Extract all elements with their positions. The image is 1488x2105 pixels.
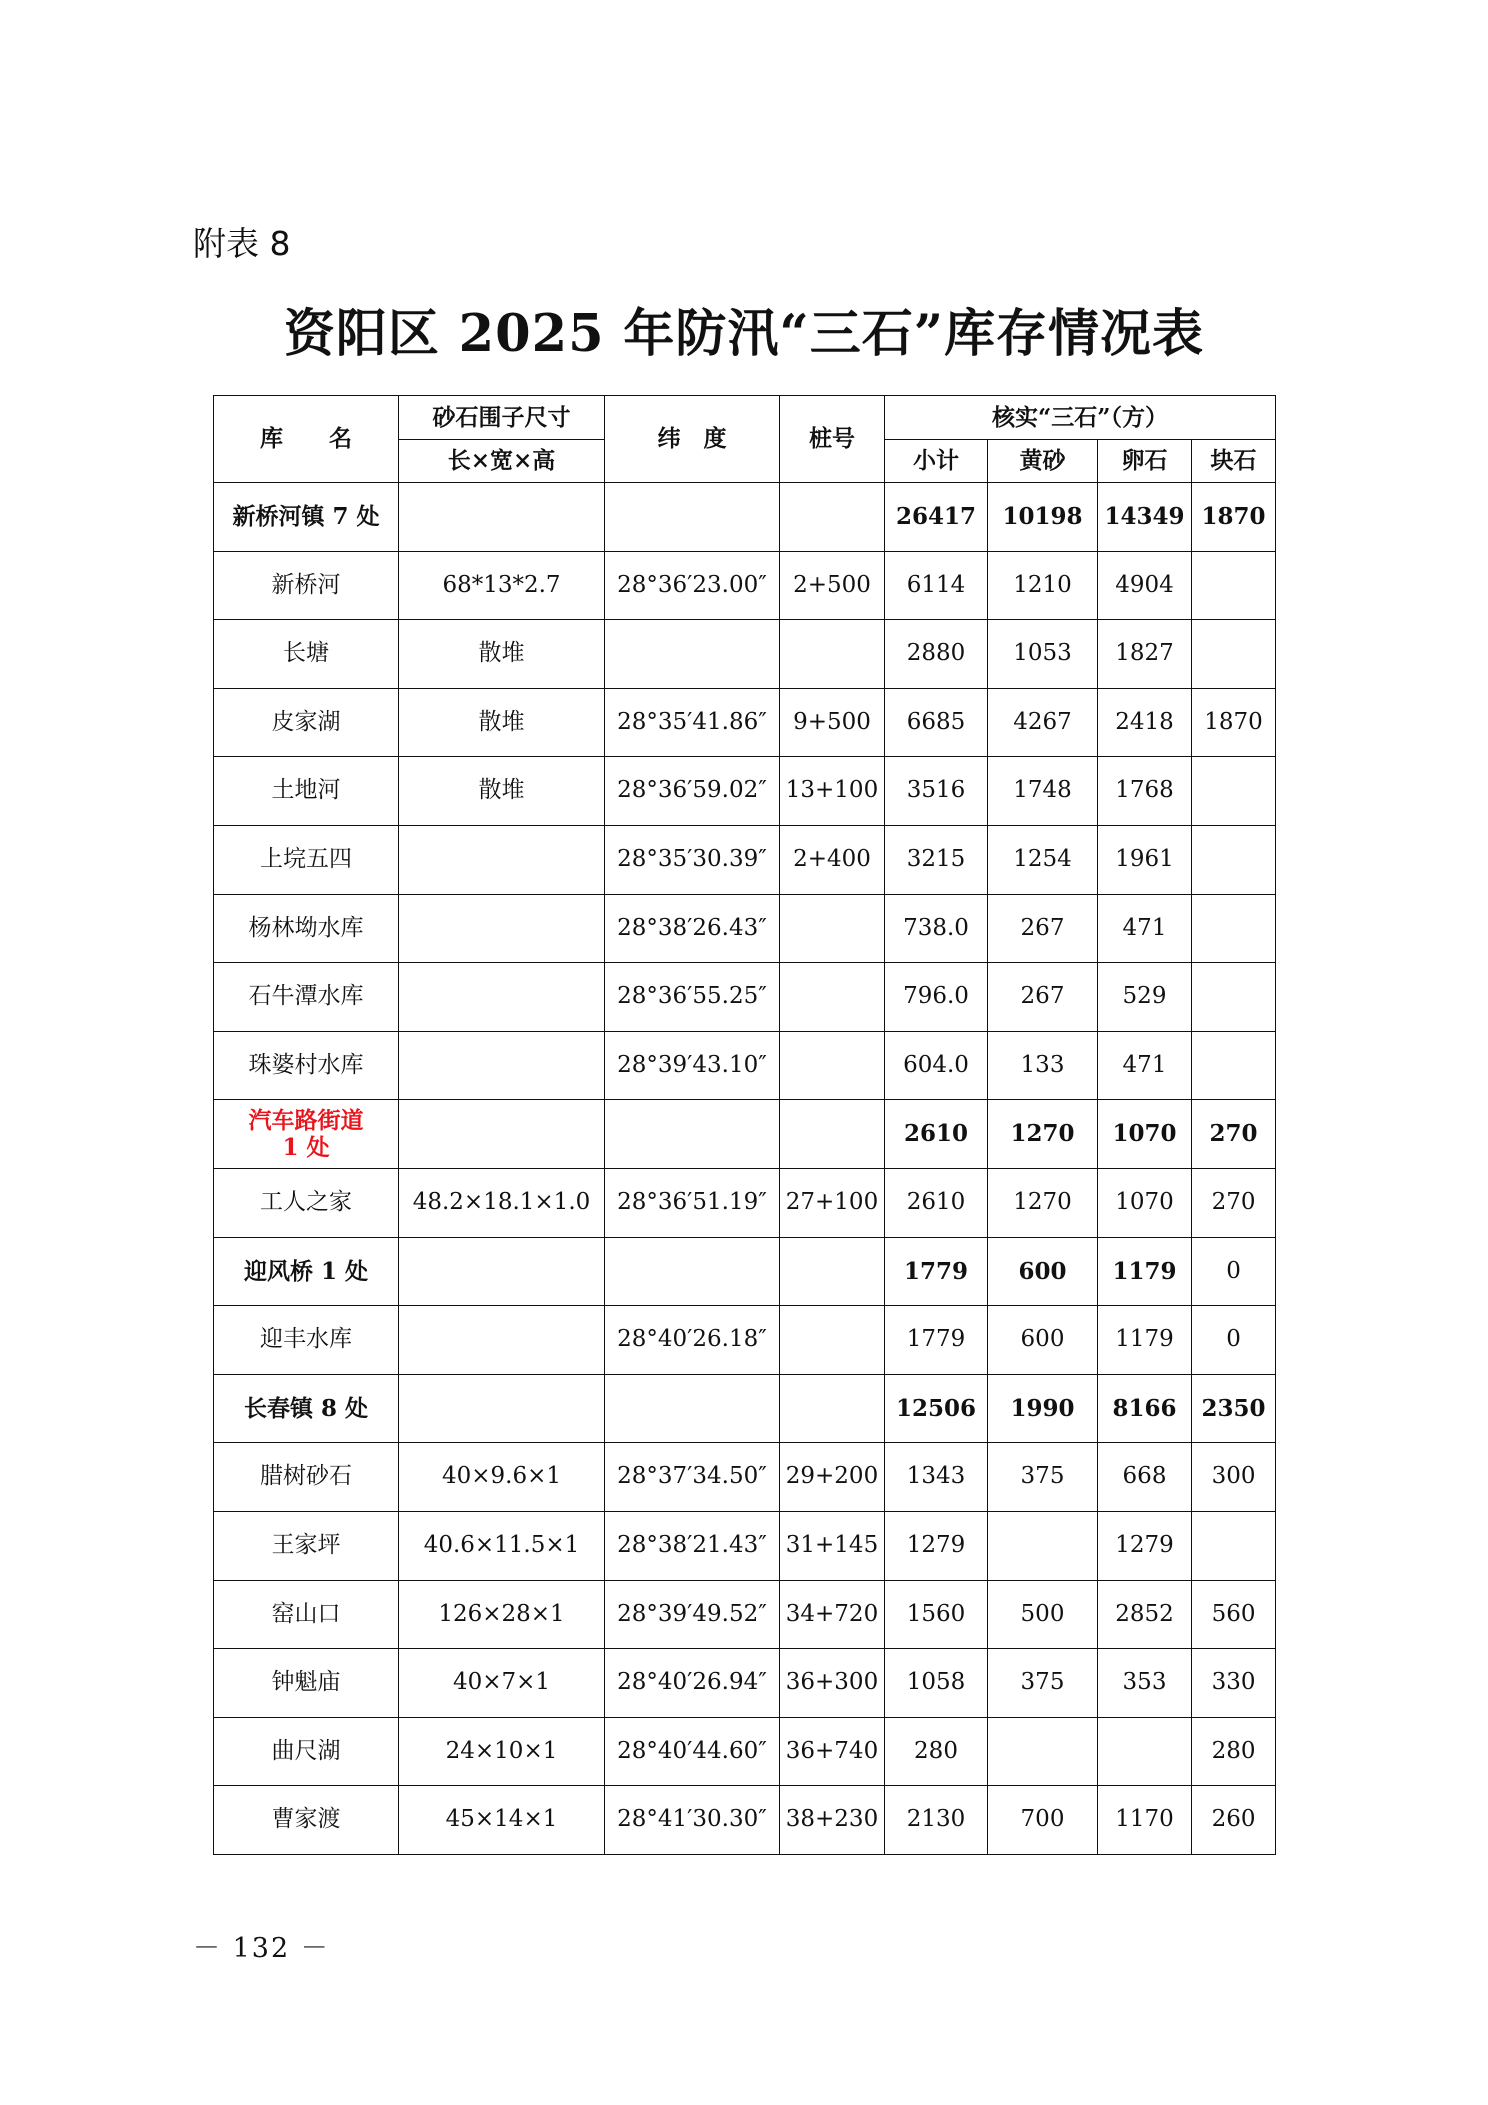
cell-size xyxy=(399,963,605,1032)
header-block-stone: 块石 xyxy=(1192,440,1276,483)
table-body xyxy=(214,483,1276,1855)
cell-latitude: 28°36′55.25″ xyxy=(605,963,780,1032)
cell-yellow-sand xyxy=(988,1717,1098,1786)
cell-block-stone xyxy=(1192,963,1276,1032)
cell-yellow-sand: 4267 xyxy=(988,688,1098,757)
summary-row xyxy=(214,483,1276,552)
cell-subtotal: 1779 xyxy=(885,1237,988,1306)
cell-subtotal: 1279 xyxy=(885,1511,988,1580)
cell-size xyxy=(399,483,605,552)
cell-subtotal: 604.0 xyxy=(885,1031,988,1100)
cell-subtotal: 796.0 xyxy=(885,963,988,1032)
cell-yellow-sand: 700 xyxy=(988,1786,1098,1855)
cell-subtotal: 6685 xyxy=(885,688,988,757)
cell-size xyxy=(399,1374,605,1443)
cell-pebble: 1070 xyxy=(1098,1100,1192,1169)
header-pile-number: 桩号 xyxy=(780,396,885,483)
cell-yellow-sand: 267 xyxy=(988,963,1098,1032)
cell-name: 土地河 xyxy=(214,757,399,826)
cell-pile-number xyxy=(780,1100,885,1169)
cell-pile-number xyxy=(780,483,885,552)
cell-pebble: 353 xyxy=(1098,1649,1192,1718)
cell-name: 迎丰水库 xyxy=(214,1306,399,1375)
cell-pile-number: 29+200 xyxy=(780,1443,885,1512)
cell-name: 王家坪 xyxy=(214,1511,399,1580)
cell-pile-number: 36+740 xyxy=(780,1717,885,1786)
cell-size: 散堆 xyxy=(399,620,605,689)
cell-latitude: 28°38′26.43″ xyxy=(605,894,780,963)
cell-name: 上垸五四 xyxy=(214,825,399,894)
cell-subtotal: 12506 xyxy=(885,1374,988,1443)
cell-block-stone xyxy=(1192,551,1276,620)
cell-pile-number: 36+300 xyxy=(780,1649,885,1718)
cell-yellow-sand: 267 xyxy=(988,894,1098,963)
header-dimensions: 长×宽×高 xyxy=(399,440,605,483)
cell-pile-number xyxy=(780,1374,885,1443)
cell-pebble: 1961 xyxy=(1098,825,1192,894)
table-row xyxy=(214,551,1276,620)
header-yellow-sand: 黄砂 xyxy=(988,440,1098,483)
cell-block-stone: 330 xyxy=(1192,1649,1276,1718)
header-pebble: 卵石 xyxy=(1098,440,1192,483)
cell-pile-number: 2+400 xyxy=(780,825,885,894)
cell-size xyxy=(399,1237,605,1306)
cell-pile-number: 2+500 xyxy=(780,551,885,620)
cell-pebble: 4904 xyxy=(1098,551,1192,620)
cell-latitude: 28°37′34.50″ xyxy=(605,1443,780,1512)
table-row xyxy=(214,1786,1276,1855)
cell-yellow-sand: 1254 xyxy=(988,825,1098,894)
cell-subtotal: 738.0 xyxy=(885,894,988,963)
cell-latitude xyxy=(605,620,780,689)
cell-size: 40×7×1 xyxy=(399,1649,605,1718)
cell-yellow-sand: 600 xyxy=(988,1237,1098,1306)
cell-pile-number xyxy=(780,963,885,1032)
cell-pebble: 1070 xyxy=(1098,1168,1192,1237)
cell-block-stone: 280 xyxy=(1192,1717,1276,1786)
cell-name: 汽车路街道 1 处 xyxy=(214,1100,399,1169)
cell-pile-number: 9+500 xyxy=(780,688,885,757)
cell-size: 散堆 xyxy=(399,757,605,826)
cell-latitude xyxy=(605,1237,780,1306)
cell-latitude: 28°36′51.19″ xyxy=(605,1168,780,1237)
cell-latitude xyxy=(605,1100,780,1169)
cell-size: 散堆 xyxy=(399,688,605,757)
cell-subtotal: 1343 xyxy=(885,1443,988,1512)
document-title: 资阳区 2025 年防汛“三石”库存情况表 xyxy=(283,304,1205,364)
table-row xyxy=(214,688,1276,757)
cell-latitude: 28°40′44.60″ xyxy=(605,1717,780,1786)
cell-subtotal: 2610 xyxy=(885,1100,988,1169)
header-subtotal: 小计 xyxy=(885,440,988,483)
cell-name: 杨林坳水库 xyxy=(214,894,399,963)
cell-pile-number: 27+100 xyxy=(780,1168,885,1237)
cell-latitude: 28°41′30.30″ xyxy=(605,1786,780,1855)
cell-pebble: 1279 xyxy=(1098,1511,1192,1580)
table-row xyxy=(214,1168,1276,1237)
cell-pile-number xyxy=(780,620,885,689)
cell-block-stone: 0 xyxy=(1192,1306,1276,1375)
cell-name: 新桥河镇 7 处 xyxy=(214,483,399,552)
cell-name: 曲尺湖 xyxy=(214,1717,399,1786)
cell-pile-number xyxy=(780,894,885,963)
cell-yellow-sand: 375 xyxy=(988,1443,1098,1512)
cell-latitude: 28°39′49.52″ xyxy=(605,1580,780,1649)
cell-latitude: 28°40′26.94″ xyxy=(605,1649,780,1718)
header-latitude: 纬 度 xyxy=(605,396,780,483)
cell-pebble: 1179 xyxy=(1098,1306,1192,1375)
cell-block-stone xyxy=(1192,894,1276,963)
cell-subtotal: 6114 xyxy=(885,551,988,620)
cell-name: 长春镇 8 处 xyxy=(214,1374,399,1443)
cell-size: 40.6×11.5×1 xyxy=(399,1511,605,1580)
cell-subtotal: 1779 xyxy=(885,1306,988,1375)
cell-latitude: 28°36′59.02″ xyxy=(605,757,780,826)
cell-subtotal: 3516 xyxy=(885,757,988,826)
cell-yellow-sand: 1053 xyxy=(988,620,1098,689)
cell-pebble: 1170 xyxy=(1098,1786,1192,1855)
summary-row xyxy=(214,1237,1276,1306)
cell-name: 新桥河 xyxy=(214,551,399,620)
cell-size: 48.2×18.1×1.0 xyxy=(399,1168,605,1237)
cell-size xyxy=(399,1100,605,1169)
cell-name: 迎风桥 1 处 xyxy=(214,1237,399,1306)
cell-pile-number xyxy=(780,1031,885,1100)
cell-size xyxy=(399,1306,605,1375)
cell-block-stone: 270 xyxy=(1192,1168,1276,1237)
cell-size: 68*13*2.7 xyxy=(399,551,605,620)
cell-subtotal: 2610 xyxy=(885,1168,988,1237)
table-row xyxy=(214,1649,1276,1718)
cell-latitude xyxy=(605,483,780,552)
cell-latitude: 28°39′43.10″ xyxy=(605,1031,780,1100)
cell-name: 长塘 xyxy=(214,620,399,689)
table-row xyxy=(214,757,1276,826)
cell-subtotal: 26417 xyxy=(885,483,988,552)
cell-yellow-sand: 600 xyxy=(988,1306,1098,1375)
cell-latitude: 28°36′23.00″ xyxy=(605,551,780,620)
cell-block-stone: 270 xyxy=(1192,1100,1276,1169)
table-row xyxy=(214,894,1276,963)
cell-latitude xyxy=(605,1374,780,1443)
cell-yellow-sand: 1990 xyxy=(988,1374,1098,1443)
cell-block-stone: 0 xyxy=(1192,1237,1276,1306)
cell-name: 皮家湖 xyxy=(214,688,399,757)
cell-pebble: 2418 xyxy=(1098,688,1192,757)
cell-name: 珠婆村水库 xyxy=(214,1031,399,1100)
header-name: 库 名 xyxy=(214,396,399,483)
cell-pile-number: 34+720 xyxy=(780,1580,885,1649)
appendix-label: 附表 8 xyxy=(193,224,291,263)
cell-name: 工人之家 xyxy=(214,1168,399,1237)
table-row xyxy=(214,1031,1276,1100)
cell-yellow-sand: 375 xyxy=(988,1649,1098,1718)
table-row xyxy=(214,1511,1276,1580)
cell-size: 24×10×1 xyxy=(399,1717,605,1786)
cell-pebble: 1827 xyxy=(1098,620,1192,689)
cell-yellow-sand xyxy=(988,1511,1098,1580)
cell-pebble: 1179 xyxy=(1098,1237,1192,1306)
cell-pile-number: 38+230 xyxy=(780,1786,885,1855)
cell-pebble: 1768 xyxy=(1098,757,1192,826)
cell-pile-number xyxy=(780,1237,885,1306)
table-row xyxy=(214,620,1276,689)
cell-subtotal: 1058 xyxy=(885,1649,988,1718)
cell-block-stone xyxy=(1192,825,1276,894)
cell-yellow-sand: 1270 xyxy=(988,1100,1098,1169)
cell-pebble: 471 xyxy=(1098,894,1192,963)
summary-row xyxy=(214,1100,1276,1169)
table-row xyxy=(214,1580,1276,1649)
cell-yellow-sand: 1270 xyxy=(988,1168,1098,1237)
table-row xyxy=(214,1306,1276,1375)
table-row xyxy=(214,1717,1276,1786)
cell-block-stone: 260 xyxy=(1192,1786,1276,1855)
cell-block-stone xyxy=(1192,1511,1276,1580)
cell-latitude: 28°35′30.39″ xyxy=(605,825,780,894)
page-number: － 132 － xyxy=(193,1933,330,1964)
cell-block-stone xyxy=(1192,1031,1276,1100)
cell-size xyxy=(399,825,605,894)
cell-block-stone xyxy=(1192,620,1276,689)
cell-pebble: 8166 xyxy=(1098,1374,1192,1443)
cell-yellow-sand: 1210 xyxy=(988,551,1098,620)
cell-block-stone: 1870 xyxy=(1192,483,1276,552)
header-verified-stones: 核实“三石”（方） xyxy=(885,396,1276,440)
cell-size: 126×28×1 xyxy=(399,1580,605,1649)
cell-pile-number: 13+100 xyxy=(780,757,885,826)
cell-name: 石牛潭水库 xyxy=(214,963,399,1032)
cell-yellow-sand: 500 xyxy=(988,1580,1098,1649)
cell-pile-number: 31+145 xyxy=(780,1511,885,1580)
cell-size: 45×14×1 xyxy=(399,1786,605,1855)
cell-block-stone xyxy=(1192,757,1276,826)
cell-name: 窑山口 xyxy=(214,1580,399,1649)
cell-pebble: 529 xyxy=(1098,963,1192,1032)
cell-latitude: 28°35′41.86″ xyxy=(605,688,780,757)
cell-subtotal: 1560 xyxy=(885,1580,988,1649)
table-row xyxy=(214,1443,1276,1512)
header-enclosure-size: 砂石围子尺寸 xyxy=(399,396,605,440)
cell-block-stone: 300 xyxy=(1192,1443,1276,1512)
cell-latitude: 28°38′21.43″ xyxy=(605,1511,780,1580)
cell-pebble xyxy=(1098,1717,1192,1786)
cell-subtotal: 3215 xyxy=(885,825,988,894)
cell-name: 腊树砂石 xyxy=(214,1443,399,1512)
cell-yellow-sand: 10198 xyxy=(988,483,1098,552)
cell-pebble: 471 xyxy=(1098,1031,1192,1100)
cell-subtotal: 280 xyxy=(885,1717,988,1786)
table-row xyxy=(214,963,1276,1032)
cell-yellow-sand: 133 xyxy=(988,1031,1098,1100)
cell-pebble: 14349 xyxy=(1098,483,1192,552)
inventory-table xyxy=(213,395,1276,1855)
cell-subtotal: 2880 xyxy=(885,620,988,689)
table-row xyxy=(214,825,1276,894)
cell-pile-number xyxy=(780,1306,885,1375)
cell-pebble: 2852 xyxy=(1098,1580,1192,1649)
cell-block-stone: 2350 xyxy=(1192,1374,1276,1443)
cell-size xyxy=(399,1031,605,1100)
cell-size xyxy=(399,894,605,963)
cell-size: 40×9.6×1 xyxy=(399,1443,605,1512)
cell-latitude: 28°40′26.18″ xyxy=(605,1306,780,1375)
cell-yellow-sand: 1748 xyxy=(988,757,1098,826)
header-row-1 xyxy=(214,396,1276,440)
cell-subtotal: 2130 xyxy=(885,1786,988,1855)
summary-row xyxy=(214,1374,1276,1443)
cell-pebble: 668 xyxy=(1098,1443,1192,1512)
cell-name: 曹家渡 xyxy=(214,1786,399,1855)
cell-block-stone: 1870 xyxy=(1192,688,1276,757)
cell-name: 钟魁庙 xyxy=(214,1649,399,1718)
cell-block-stone: 560 xyxy=(1192,1580,1276,1649)
